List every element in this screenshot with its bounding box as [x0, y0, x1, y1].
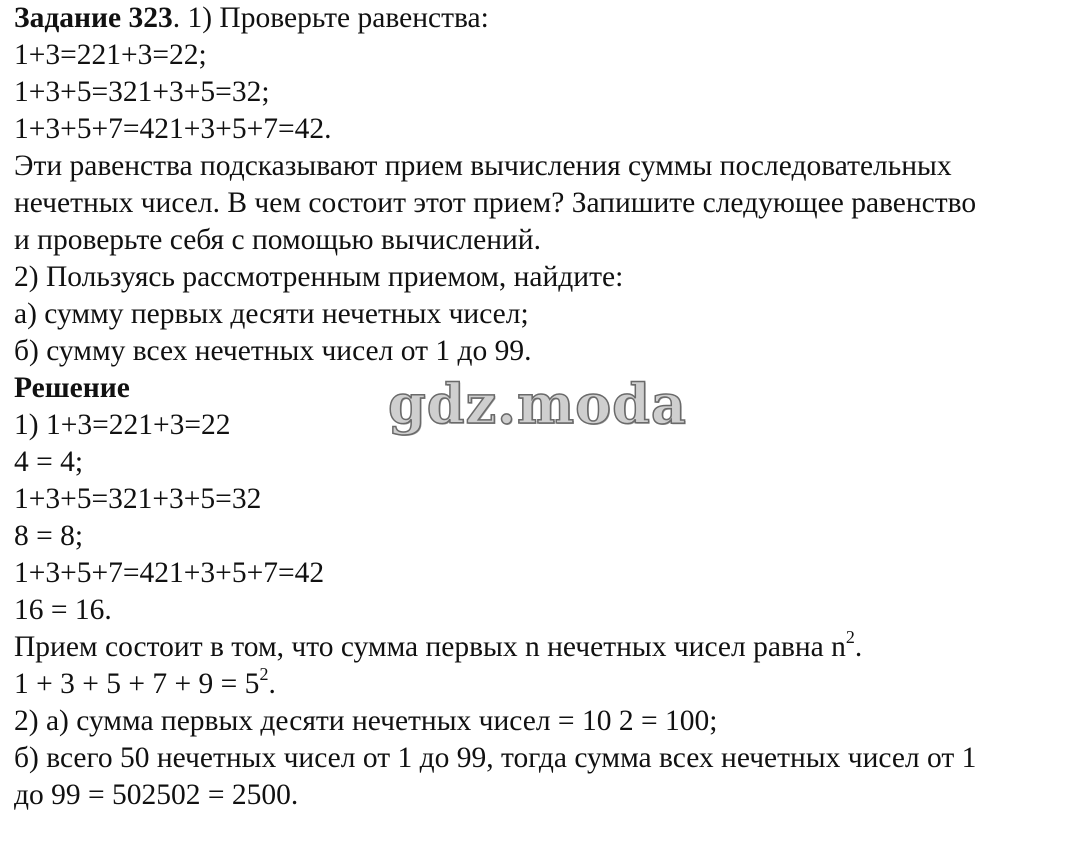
solution-example — [14, 666, 1074, 703]
task-line: нечетных чисел. В чем состоит этот прием? Запишите следующее равенство — [14, 187, 977, 219]
example-end: . — [268, 668, 276, 700]
solution-line: 1+3+5+7=421+3+5+7=42 — [14, 557, 325, 589]
task-line: 1+3+5=321+3+5=32; — [14, 76, 270, 108]
solution-line: 1+3+5=321+3+5=32 — [14, 483, 262, 515]
rule-text: Прием состоит в том, что сумма первых n нечетных чисел равна n — [14, 631, 846, 663]
rule-superscript: 2 — [845, 627, 855, 648]
solution-heading: Решение — [14, 372, 130, 404]
solution-line: 8 = 8; — [14, 520, 84, 552]
task-line: а) сумму первых десяти нечетных чисел; — [14, 298, 529, 330]
solution-line: 1) 1+3=221+3=22 — [14, 409, 231, 441]
task-number: Задание 323 — [14, 2, 173, 34]
task-line: б) сумму всех нечетных чисел от 1 до 99. — [14, 335, 532, 367]
task-line: и проверьте себя с помощью вычислений. — [14, 224, 541, 256]
task-line: 1+3=221+3=22; — [14, 39, 207, 71]
answer-b: б) всего 50 нечетных чисел от 1 до 99, тогда сумма всех нечетных чисел от 1 — [14, 742, 977, 774]
task-line: Эти равенства подсказывают прием вычисления суммы последовательных — [14, 150, 952, 182]
task-heading-text: . 1) Проверьте равенства: — [172, 2, 489, 34]
task-heading — [14, 0, 1074, 37]
watermark-logo: gdz.moda — [388, 372, 687, 436]
solution-line: 4 = 4; — [14, 446, 84, 478]
solution-line: 16 = 16. — [14, 594, 112, 626]
solution-rule — [14, 629, 1074, 666]
example-text: 1 + 3 + 5 + 7 + 9 = 5 — [14, 668, 260, 700]
rule-end: . — [854, 631, 863, 663]
example-superscript: 2 — [259, 664, 269, 685]
answer-a: 2) а) сумма первых десяти нечетных чисел = 10 2 = 100; — [14, 705, 718, 737]
answer-b-continued: до 99 = 502502 = 2500. — [14, 779, 299, 811]
task-line: 1+3+5+7=421+3+5+7=42. — [14, 113, 332, 145]
task-line: 2) Пользуясь рассмотренным приемом, найдите: — [14, 261, 624, 293]
